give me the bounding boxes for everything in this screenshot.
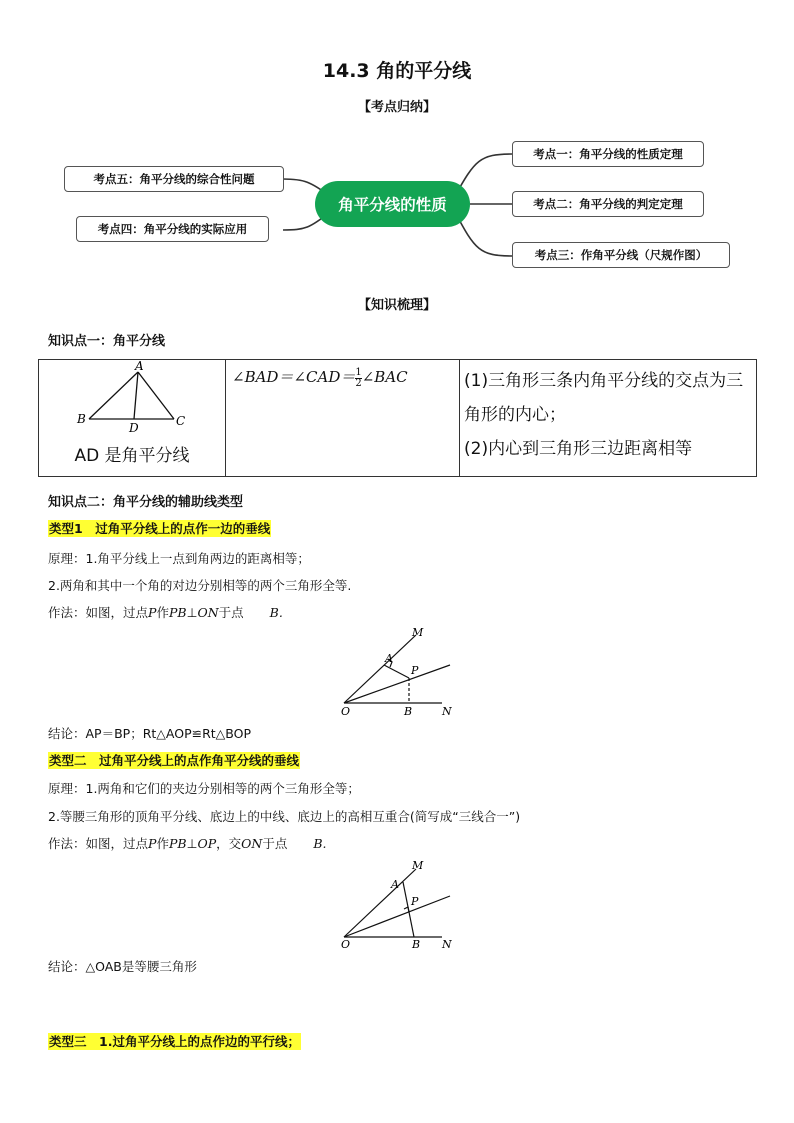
triangle-figure: [39, 360, 225, 440]
kp1-figure-cell: [39, 360, 226, 477]
fig2-label-A: A: [391, 878, 399, 891]
mindmap-node-4: 考点四：角平分线的实际应用: [76, 216, 269, 242]
fig2-label-B: B: [412, 938, 421, 951]
kp1-prop2: (2)内心到三角形三边距离相等: [464, 439, 693, 459]
fig1-label-M: M: [412, 626, 424, 639]
kp1-formula: ∠BAD＝∠CAD＝ $\frac{1}{2}$ ∠BAC: [232, 366, 408, 389]
fig2-label-N: N: [442, 938, 452, 951]
label-D: D: [129, 421, 139, 435]
type2-figure: [330, 855, 470, 955]
type1-principle-1: 原理：1.角平分线上一点到角两边的距离相等；: [48, 551, 310, 566]
fig1-label-O: O: [341, 705, 351, 718]
fig1-label-A: A: [385, 652, 393, 665]
fig1-label-P: P: [411, 664, 419, 677]
mindmap-node-2: 考点二：角平分线的判定定理: [512, 191, 704, 217]
section-knowledge-heading: 【知识梳理】: [357, 298, 436, 313]
type2-principle-2: 2.等腰三角形的顶角平分线、底边上的中线、底边上的高相互重合(简写成“三线合一”): [48, 809, 521, 824]
mindmap-node-3: 考点三：作角平分线（尺规作图）: [512, 242, 730, 268]
kp1-heading: 知识点一：角平分线: [48, 334, 166, 349]
type1-principle-2: 2.两角和其中一个角的对边分别相等的两个三角形全等.: [48, 578, 352, 593]
mindmap-node-5: 考点五：角平分线的综合性问题: [64, 166, 284, 192]
type3-label: 类型三 1.过角平分线上的点作边的平行线；: [49, 1034, 300, 1049]
type3-label-row: [48, 1032, 301, 1050]
type1-figure: [330, 622, 470, 722]
type1-label: 类型1 过角平分线上的点作一边的垂线: [49, 521, 271, 536]
type2-principle-1: 原理：1.两角和它们的夹边分别相等的两个三角形全等；: [48, 781, 360, 796]
fig1-label-N: N: [442, 705, 452, 718]
label-C: C: [176, 414, 186, 428]
kp1-props-cell: [460, 360, 757, 477]
fig2-label-M: M: [412, 859, 424, 872]
type1-conclusion: 结论：AP＝BP；Rt△AOP≌Rt△BOP: [48, 726, 252, 741]
fig1-label-B: B: [404, 705, 413, 718]
fig2-label-P: P: [411, 895, 419, 908]
kp1-table: [38, 359, 757, 477]
type2-conclusion: 结论：△OAB是等腰三角形: [48, 959, 197, 974]
section-summary-heading: 【考点归纳】: [357, 100, 436, 115]
kp1-caption: AD 是角平分线: [74, 446, 190, 466]
type1-label-row: [48, 519, 271, 537]
type2-method: 作法：如图，过点P作PB⊥OP，交ON于点 B.: [48, 836, 327, 851]
label-B: B: [77, 412, 86, 426]
kp1-prop1: (1)三角形三条内角平分线的交点为三角形的内心；: [464, 371, 744, 425]
fig2-label-O: O: [341, 938, 351, 951]
type2-label: 类型二 过角平分线上的点作角平分线的垂线: [49, 753, 300, 768]
mindmap-node-1: 考点一：角平分线的性质定理: [512, 141, 704, 167]
kp1-formula-cell: [226, 360, 460, 477]
kp2-heading: 知识点二：角平分线的辅助线类型: [48, 495, 244, 510]
mindmap-center: 角平分线的性质: [315, 181, 470, 227]
label-A: A: [135, 360, 144, 373]
type1-method: 作法：如图，过点P作PB⊥ON于点 B.: [48, 605, 283, 620]
page-title: 14.3 角的平分线: [322, 60, 472, 82]
type2-label-row: [48, 751, 300, 769]
